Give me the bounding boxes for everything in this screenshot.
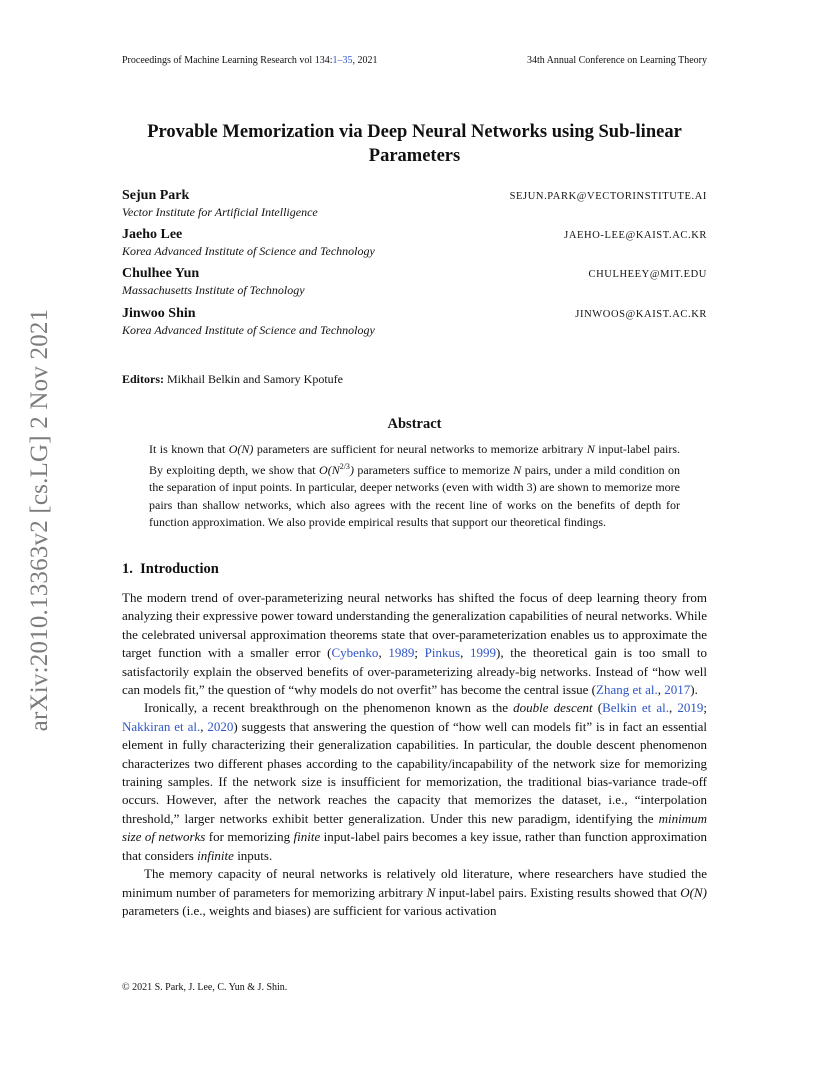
- arxiv-side-stamp: arXiv:2010.13363v2 [cs.LG] 2 Nov 2021: [26, 308, 53, 732]
- author-block: [122, 188, 707, 220]
- page-range-link[interactable]: 1–35: [332, 55, 353, 66]
- section-heading-introduction: 1. Introduction: [122, 561, 219, 577]
- citation-link[interactable]: Pinkus: [424, 645, 461, 661]
- citation-link[interactable]: 2019: [677, 700, 704, 716]
- author-name: Sejun Park: [122, 188, 190, 203]
- author-email[interactable]: CHULHEEY@MIT.EDU: [588, 269, 707, 280]
- abstract-text: It is known that O(N) parameters are sufficient for neural networks to memorize arbitrary N input-label pairs. By exploiting depth, we show that $O(N^{2/3})$ parameters suffice to memorize N pairs, under a mild condition on the separation of input points. In particular, deeper networks (even with width 3) are shown to memorize more pairs than shallow networks, which also agrees with the recent line of works on the benefits of depth for function approximation. We also provide empirical results that support our theoretical findings.: [149, 442, 681, 529]
- header-left: Proceedings of Machine Learning Research vol 134:1–35, 2021: [122, 55, 378, 66]
- editors-line: [122, 372, 343, 387]
- citation-link[interactable]: 2017: [664, 682, 691, 698]
- citation-link[interactable]: Cybenko: [331, 645, 379, 661]
- author-email[interactable]: JINWOOS@KAIST.AC.KR: [575, 309, 707, 320]
- citation-link[interactable]: 2020: [207, 718, 234, 734]
- paragraph: Ironically, a recent breakthrough on the phenomenon known as the double descent (Belkin et al., 2019; Nakkiran et al., 2020) suggests that answering the question of “how well can models fit” is in fact an essential element in fully characterizing their generalization capabilities. In particular, the double descent phenomenon characterizes two different phases according to the capability/incapability of the network size for memorizing training samples. If the network size is insufficient for memorization, the traditional bias-variance trade-off occurs. However, after the network reaches the capacity that memorizes the dataset, i.e., “interpolation threshold,” larger networks exhibit better generalization. Under this new paradigm, identifying the minimum size of networks for memorizing finite input-label pairs becomes a key issue, rather than function approximation that considers infinite inputs.: [122, 700, 708, 863]
- citation-link[interactable]: Zhang et al.: [596, 682, 658, 698]
- paragraph: The memory capacity of neural networks is relatively old literature, where researchers have studied the minimum number of parameters for memorizing arbitrary N input-label pairs. Existing results showed that O(N) parameters (i.e., weights and biases) are sufficient for various activation: [122, 866, 707, 918]
- copyright-footer: © 2021 S. Park, J. Lee, C. Yun & J. Shin.: [122, 982, 288, 993]
- author-email[interactable]: JAEHO-LEE@KAIST.AC.KR: [564, 230, 707, 241]
- citation-link[interactable]: 1999: [470, 645, 497, 661]
- citation-link[interactable]: 1989: [388, 645, 415, 661]
- editors-names: Mikhail Belkin and Samory Kpotufe: [167, 372, 343, 386]
- author-affiliation: Massachusetts Institute of Technology: [122, 283, 305, 297]
- editors-label: Editors:: [122, 372, 164, 386]
- author-name: Chulhee Yun: [122, 266, 200, 281]
- paragraph: The modern trend of over-parameterizing neural networks has shifted the focus of deep learning theory from analyzing their expressive power toward understanding the generalization capabilities of neural networks. While the celebrated universal approximation theorems state that over-parameterization enables us to approximate the target function with a smaller error (Cybenko, 1989; Pinkus, 1999), the theoretical gain is too small to satisfactorily explain the observed benefits of over-parameterizing already-big networks. Instead of “how well can models fit,” the question of “why models do not overfit” has become the central issue (Zhang et al., 2017).: [122, 590, 708, 698]
- abstract-heading: Abstract: [387, 416, 442, 432]
- author-name: Jaeho Lee: [122, 227, 183, 242]
- author-block: [122, 266, 707, 298]
- citation-link[interactable]: Belkin et al.: [602, 700, 669, 716]
- paper-title: Provable Memorization via Deep Neural Networks using Sub-linear Parameters: [147, 122, 682, 166]
- author-name: Jinwoo Shin: [122, 306, 196, 321]
- author-block: [122, 227, 707, 259]
- author-affiliation: Vector Institute for Artificial Intelligence: [122, 205, 318, 219]
- author-block: [122, 306, 707, 338]
- running-header: [122, 55, 707, 66]
- author-email[interactable]: SEJUN.PARK@VECTORINSTITUTE.AI: [509, 191, 707, 202]
- author-affiliation: Korea Advanced Institute of Science and Technology: [122, 244, 375, 258]
- introduction-body: [122, 589, 707, 920]
- citation-link[interactable]: Nakkiran et al.: [122, 718, 201, 734]
- header-right: 34th Annual Conference on Learning Theory: [526, 55, 707, 66]
- author-affiliation: Korea Advanced Institute of Science and Technology: [122, 323, 375, 337]
